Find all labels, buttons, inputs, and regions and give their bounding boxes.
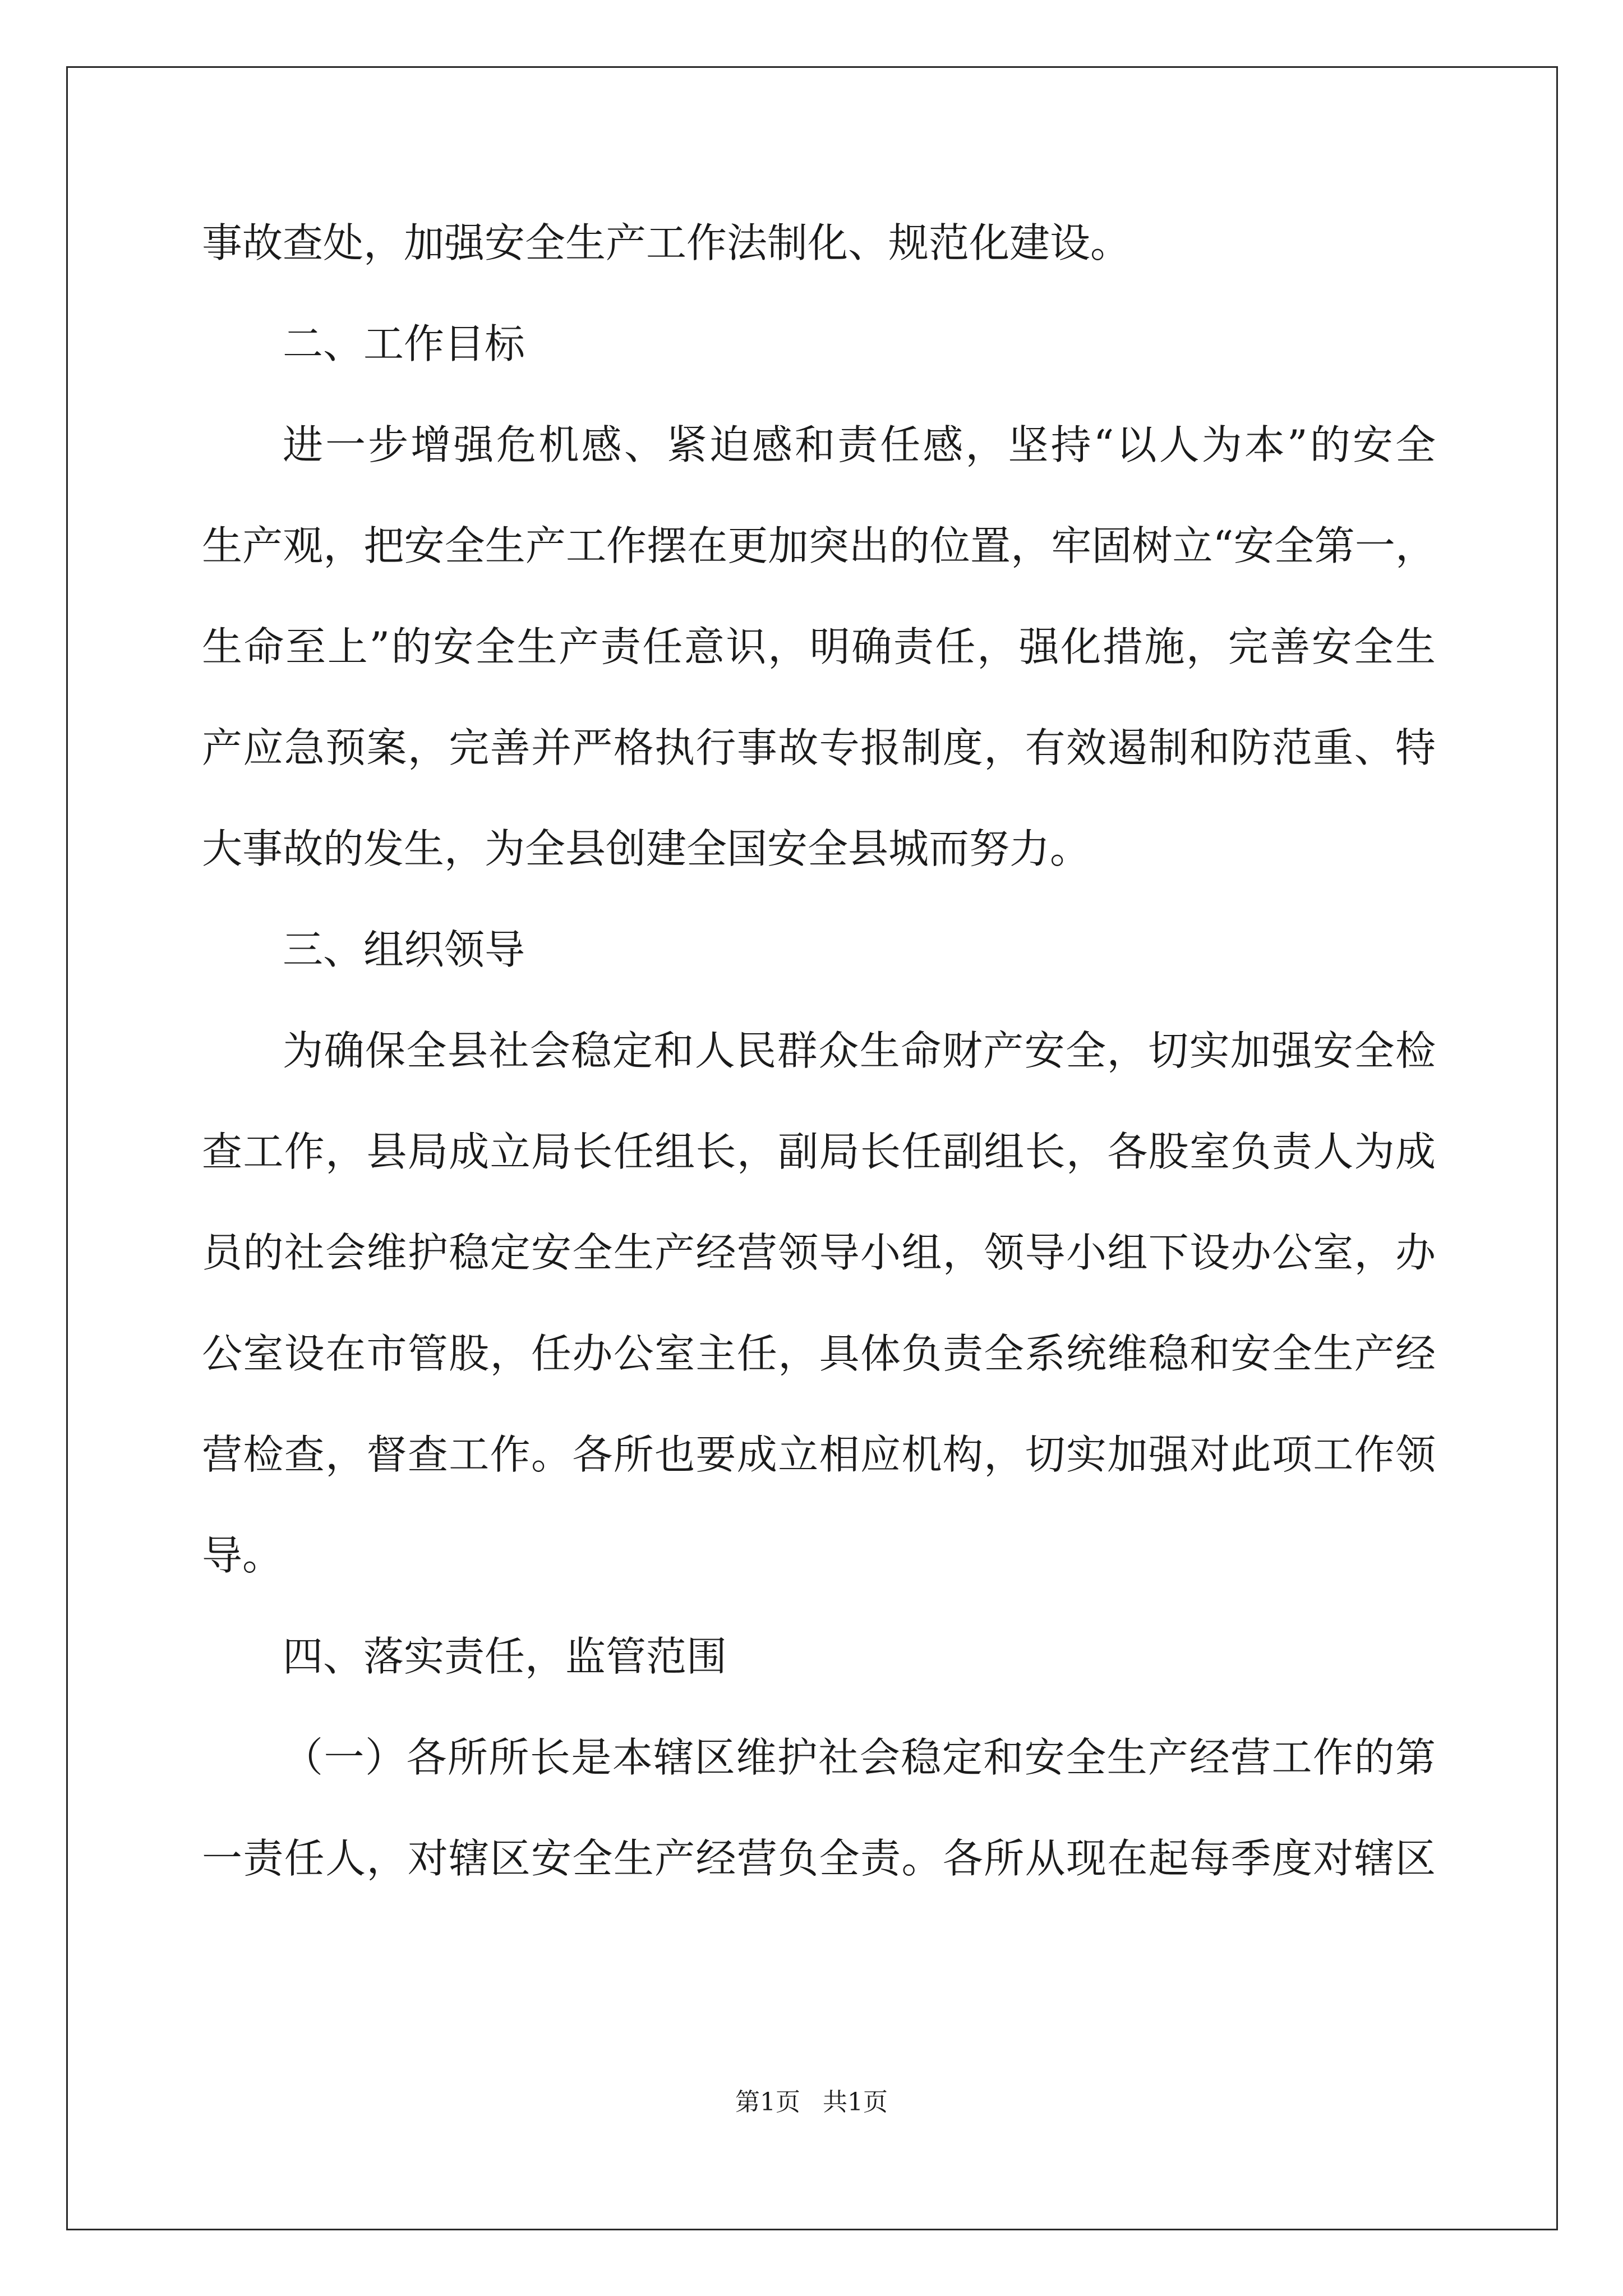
section-heading: 四、落实责任，监管范围 <box>283 1633 727 1680</box>
text-line: 生命至上”的安全生产责任意识，明确责任，强化措施，完善安全生 <box>202 623 1436 670</box>
text-line: 进一步增强危机感、紧迫感和责任感，坚持“以人为本”的安全 <box>283 421 1436 468</box>
page-footer <box>0 2086 1623 2119</box>
text-line: 导。 <box>202 1532 283 1579</box>
text-line: 员的社会维护稳定安全生产经营领导小组，领导小组下设办公室，办 <box>202 1229 1436 1276</box>
text-line: 公室设在市管股，任办公室主任，具体负责全系统维稳和安全生产经 <box>202 1330 1436 1377</box>
text-line: 产应急预案，完善并严格执行事故专报制度，有效遏制和防范重、特 <box>202 724 1436 771</box>
text-line: 为确保全县社会稳定和人民群众生命财产安全，切实加强安全检 <box>283 1027 1436 1074</box>
text-line: （一）各所所长是本辖区维护社会稳定和安全生产经营工作的第 <box>283 1734 1436 1781</box>
text-line: 大事故的发生，为全县创建全国安全县城而努力。 <box>202 825 1091 872</box>
text-line: 事故查处，加强安全生产工作法制化、规范化建设。 <box>202 219 1131 266</box>
text-line: 查工作，县局成立局长任组长，副局长任副组长，各股室负责人为成 <box>202 1128 1436 1175</box>
text-line: 营检查，督查工作。各所也要成立相应机构，切实加强对此项工作领 <box>202 1431 1436 1478</box>
page-total: 共1页 <box>823 2088 888 2116</box>
text-line: 生产观，把安全生产工作摆在更加突出的位置，牢固树立“安全第一， <box>202 522 1436 569</box>
section-heading: 二、工作目标 <box>283 320 525 367</box>
page-number: 第1页 <box>735 2088 800 2116</box>
section-heading: 三、组织领导 <box>283 926 525 973</box>
text-line: 一责任人，对辖区安全生产经营负全责。各所从现在起每季度对辖区 <box>202 1835 1436 1882</box>
